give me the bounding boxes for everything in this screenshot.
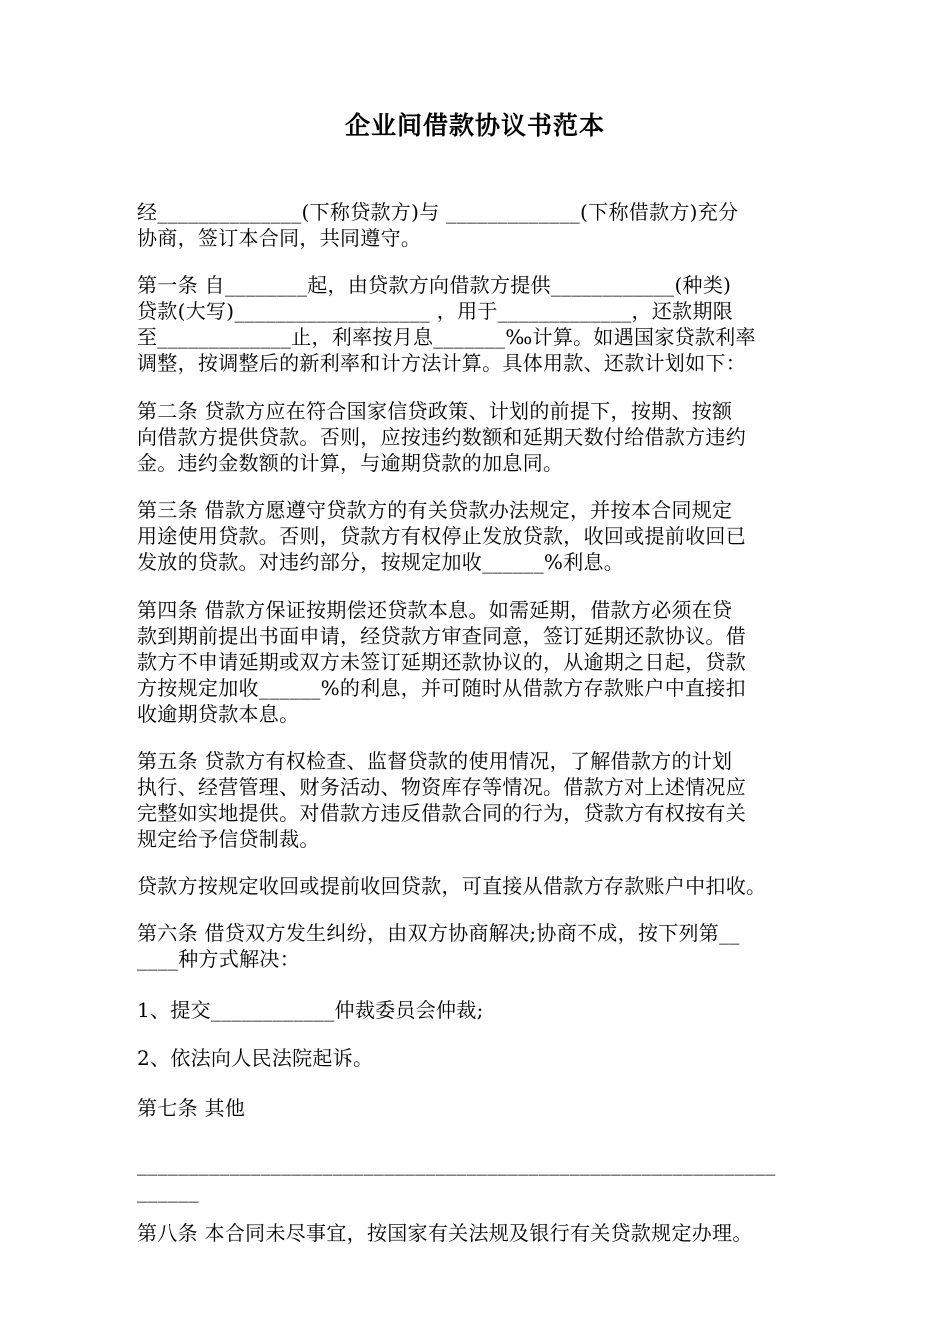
article-1-line-3: 至_____________止，利率按月息_______‰计算。如遇国家贷款利率 — [137, 325, 756, 349]
article-1-line-4: 调整，按调整后的新利率和计方法计算。具体用款、还款计划如下： — [137, 351, 746, 375]
article-4-line-1: 第四条 借款方保证按期偿还贷款本息。如需延期，借款方必须在贷 — [137, 598, 733, 622]
article-2-line-3: 金。违约金数额的计算，与逾期贷款的加息同。 — [137, 451, 564, 475]
article-5-line-3: 完整如实地提供。对借款方违反借款合同的行为，贷款方有权按有关 — [137, 801, 746, 825]
preamble-line-1: 经______________(下称贷款方)与 _____________(下称借款方)充分 — [137, 200, 739, 224]
article-6-line-2: ____种方式解决： — [137, 947, 300, 971]
article-4-line-3: 款方不申请延期或双方未签订延期还款协议的，从逾期之日起，贷款 — [137, 650, 746, 674]
option-1-arbitration: 1、提交____________仲裁委员会仲裁; — [137, 998, 484, 1022]
article-4-line-5: 收逾期贷款本息。 — [137, 702, 300, 726]
article-7-heading: 第七条 其他 — [137, 1096, 246, 1120]
article-1-line-1: 第一条 自________起，由贷款方向借款方提供____________(种类) — [137, 273, 732, 297]
recovery-paragraph: 贷款方按规定收回或提前收回贷款，可直接从借款方存款账户中扣收。 — [137, 874, 767, 898]
article-4-line-4: 方按规定加收______%的利息，并可随时从借款方存款账户中直接扣 — [137, 676, 746, 700]
article-6-line-1: 第六条 借贷双方发生纠纷，由双方协商解决;协商不成，按下列第__ — [137, 921, 740, 945]
article-5-line-2: 执行、经营管理、财务活动、物资库存等情况。借款方对上述情况应 — [137, 775, 746, 799]
article-7-blank-line-2: ______ — [137, 1179, 199, 1203]
article-8-line-1: 第八条 本合同未尽事宜，按国家有关法规及银行有关贷款规定办理。 — [137, 1221, 753, 1245]
article-3-line-1: 第三条 借款方愿遵守贷款方的有关贷款办法规定，并按本合同规定 — [137, 498, 733, 522]
article-5-line-4: 规定给予信贷制裁。 — [137, 827, 320, 851]
article-7-blank-line-1: ______________________________________________________________ — [137, 1152, 776, 1176]
article-3-line-2: 用途使用贷款。否则，贷款方有权停止发放贷款，收回或提前收回已 — [137, 524, 746, 548]
article-1-line-2: 贷款(大写)___________________ ，用于_____________，还款期限 — [137, 299, 734, 323]
article-2-line-1: 第二条 贷款方应在符合国家信贷政策、计划的前提下，按期、按额 — [137, 399, 733, 423]
option-2-litigation: 2、依法向人民法院起诉。 — [137, 1046, 374, 1070]
document-title: 企业间借款协议书范本 — [344, 111, 605, 140]
preamble-line-2: 协商，签订本合同，共同遵守。 — [137, 226, 422, 250]
article-4-line-2: 款到期前提出书面申请，经贷款方审查同意，签订延期还款协议。借 — [137, 624, 746, 648]
article-3-line-3: 发放的贷款。对违约部分，按规定加收______%利息。 — [137, 550, 625, 574]
article-2-line-2: 向借款方提供贷款。否则，应按违约数额和延期天数付给借款方违约 — [137, 425, 746, 449]
article-5-line-1: 第五条 贷款方有权检查、监督贷款的使用情况，了解借款方的计划 — [137, 749, 733, 773]
